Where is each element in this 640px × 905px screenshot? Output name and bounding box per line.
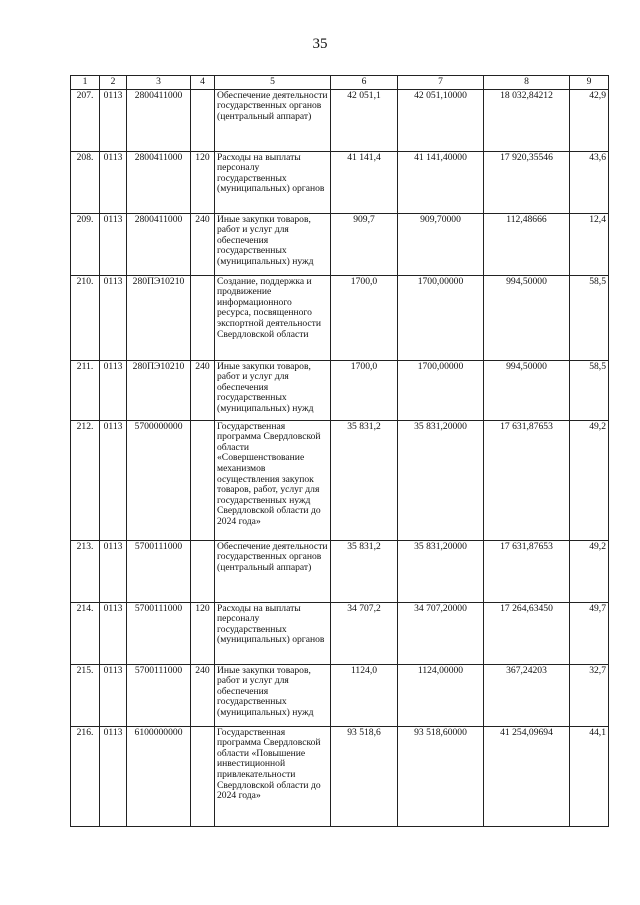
expense-type-code: 120	[191, 151, 215, 213]
approved-amount: 35 831,20000	[398, 540, 484, 602]
expense-type-code: 240	[191, 213, 215, 275]
expense-type-code	[191, 275, 215, 360]
approved-amount: 34 707,20000	[398, 602, 484, 664]
section-code: 0113	[100, 275, 127, 360]
table-row	[71, 151, 609, 213]
approved-amount: 1700,00000	[398, 275, 484, 360]
header-col-6: 6	[331, 76, 398, 90]
table-row	[71, 420, 609, 540]
section-code: 0113	[100, 89, 127, 151]
section-code: 0113	[100, 602, 127, 664]
executed-amount: 17 631,87653	[484, 420, 570, 540]
table-row	[71, 540, 609, 602]
executed-amount: 367,24203	[484, 664, 570, 726]
header-col-5: 5	[215, 76, 331, 90]
row-number: 208.	[71, 151, 100, 213]
executed-amount: 18 032,84212	[484, 89, 570, 151]
table-row	[71, 89, 609, 151]
section-code: 0113	[100, 540, 127, 602]
executed-amount: 17 920,35546	[484, 151, 570, 213]
target-article-code: 5700000000	[127, 420, 191, 540]
target-article-code: 2800411000	[127, 89, 191, 151]
executed-amount: 112,48666	[484, 213, 570, 275]
expense-type-code: 120	[191, 602, 215, 664]
section-code: 0113	[100, 726, 127, 826]
item-description: Создание, поддержка и продвижение информационного ресурса, посвященного экспортной деятельности Свердловской области	[215, 275, 331, 360]
execution-percent: 12,4	[570, 213, 609, 275]
table-row	[71, 213, 609, 275]
expense-type-code: 240	[191, 664, 215, 726]
section-code: 0113	[100, 360, 127, 420]
expense-type-code	[191, 420, 215, 540]
item-description: Обеспечение деятельности государственных органов (центральный аппарат)	[215, 89, 331, 151]
approved-amount: 909,70000	[398, 213, 484, 275]
section-code: 0113	[100, 151, 127, 213]
header-col-2: 2	[100, 76, 127, 90]
expense-type-code: 240	[191, 360, 215, 420]
target-article-code: 280ПЭ10210	[127, 360, 191, 420]
execution-percent: 49,2	[570, 420, 609, 540]
item-description: Обеспечение деятельности государственных органов (центральный аппарат)	[215, 540, 331, 602]
row-number: 211.	[71, 360, 100, 420]
expense-type-code	[191, 89, 215, 151]
execution-percent: 32,7	[570, 664, 609, 726]
section-code: 0113	[100, 213, 127, 275]
item-description: Иные закупки товаров, работ и услуг для обеспечения государственных (муниципальных) нужд	[215, 360, 331, 420]
section-code: 0113	[100, 420, 127, 540]
target-article-code: 6100000000	[127, 726, 191, 826]
section-code: 0113	[100, 664, 127, 726]
executed-amount: 41 254,09694	[484, 726, 570, 826]
table-row	[71, 275, 609, 360]
target-article-code: 5700111000	[127, 664, 191, 726]
target-article-code: 5700111000	[127, 602, 191, 664]
target-article-code: 5700111000	[127, 540, 191, 602]
planned-amount: 1700,0	[331, 360, 398, 420]
header-col-4: 4	[191, 76, 215, 90]
execution-percent: 49,2	[570, 540, 609, 602]
planned-amount: 93 518,6	[331, 726, 398, 826]
planned-amount: 909,7	[331, 213, 398, 275]
header-col-7: 7	[398, 76, 484, 90]
planned-amount: 35 831,2	[331, 420, 398, 540]
target-article-code: 280ПЭ10210	[127, 275, 191, 360]
expense-type-code	[191, 726, 215, 826]
approved-amount: 93 518,60000	[398, 726, 484, 826]
budget-table	[70, 75, 609, 827]
execution-percent: 49,7	[570, 602, 609, 664]
row-number: 210.	[71, 275, 100, 360]
executed-amount: 994,50000	[484, 360, 570, 420]
execution-percent: 58,5	[570, 275, 609, 360]
table-row	[71, 602, 609, 664]
row-number: 209.	[71, 213, 100, 275]
executed-amount: 17 631,87653	[484, 540, 570, 602]
table-row	[71, 726, 609, 826]
planned-amount: 34 707,2	[331, 602, 398, 664]
approved-amount: 42 051,10000	[398, 89, 484, 151]
planned-amount: 1700,0	[331, 275, 398, 360]
planned-amount: 41 141,4	[331, 151, 398, 213]
item-description: Иные закупки товаров, работ и услуг для обеспечения государственных (муниципальных) нужд	[215, 664, 331, 726]
table-row	[71, 664, 609, 726]
approved-amount: 1700,00000	[398, 360, 484, 420]
item-description: Расходы на выплаты персоналу государственных (муниципальных) органов	[215, 602, 331, 664]
executed-amount: 17 264,63450	[484, 602, 570, 664]
item-description: Государственная программа Свердловской области «Повышение инвестиционной привлекательности Свердловской области до 2024 года»	[215, 726, 331, 826]
approved-amount: 35 831,20000	[398, 420, 484, 540]
page-number: 35	[312, 36, 328, 52]
table-row	[71, 360, 609, 420]
header-col-3: 3	[127, 76, 191, 90]
row-number: 215.	[71, 664, 100, 726]
item-description: Расходы на выплаты персоналу государственных (муниципальных) органов	[215, 151, 331, 213]
row-number: 214.	[71, 602, 100, 664]
planned-amount: 1124,0	[331, 664, 398, 726]
row-number: 213.	[71, 540, 100, 602]
target-article-code: 2800411000	[127, 213, 191, 275]
target-article-code: 2800411000	[127, 151, 191, 213]
header-col-8: 8	[484, 76, 570, 90]
row-number: 216.	[71, 726, 100, 826]
header-row	[71, 76, 609, 90]
executed-amount: 994,50000	[484, 275, 570, 360]
planned-amount: 35 831,2	[331, 540, 398, 602]
row-number: 212.	[71, 420, 100, 540]
execution-percent: 58,5	[570, 360, 609, 420]
header-col-1: 1	[71, 76, 100, 90]
execution-percent: 44,1	[570, 726, 609, 826]
approved-amount: 1124,00000	[398, 664, 484, 726]
execution-percent: 42,9	[570, 89, 609, 151]
planned-amount: 42 051,1	[331, 89, 398, 151]
expense-type-code	[191, 540, 215, 602]
header-col-9: 9	[570, 76, 609, 90]
approved-amount: 41 141,40000	[398, 151, 484, 213]
execution-percent: 43,6	[570, 151, 609, 213]
item-description: Государственная программа Свердловской области «Совершенствование механизмов осуществления закупок товаров, работ, услуг для государственных нужд Свердловской области до 2024 года»	[215, 420, 331, 540]
row-number: 207.	[71, 89, 100, 151]
item-description: Иные закупки товаров, работ и услуг для обеспечения государственных (муниципальных) нужд	[215, 213, 331, 275]
